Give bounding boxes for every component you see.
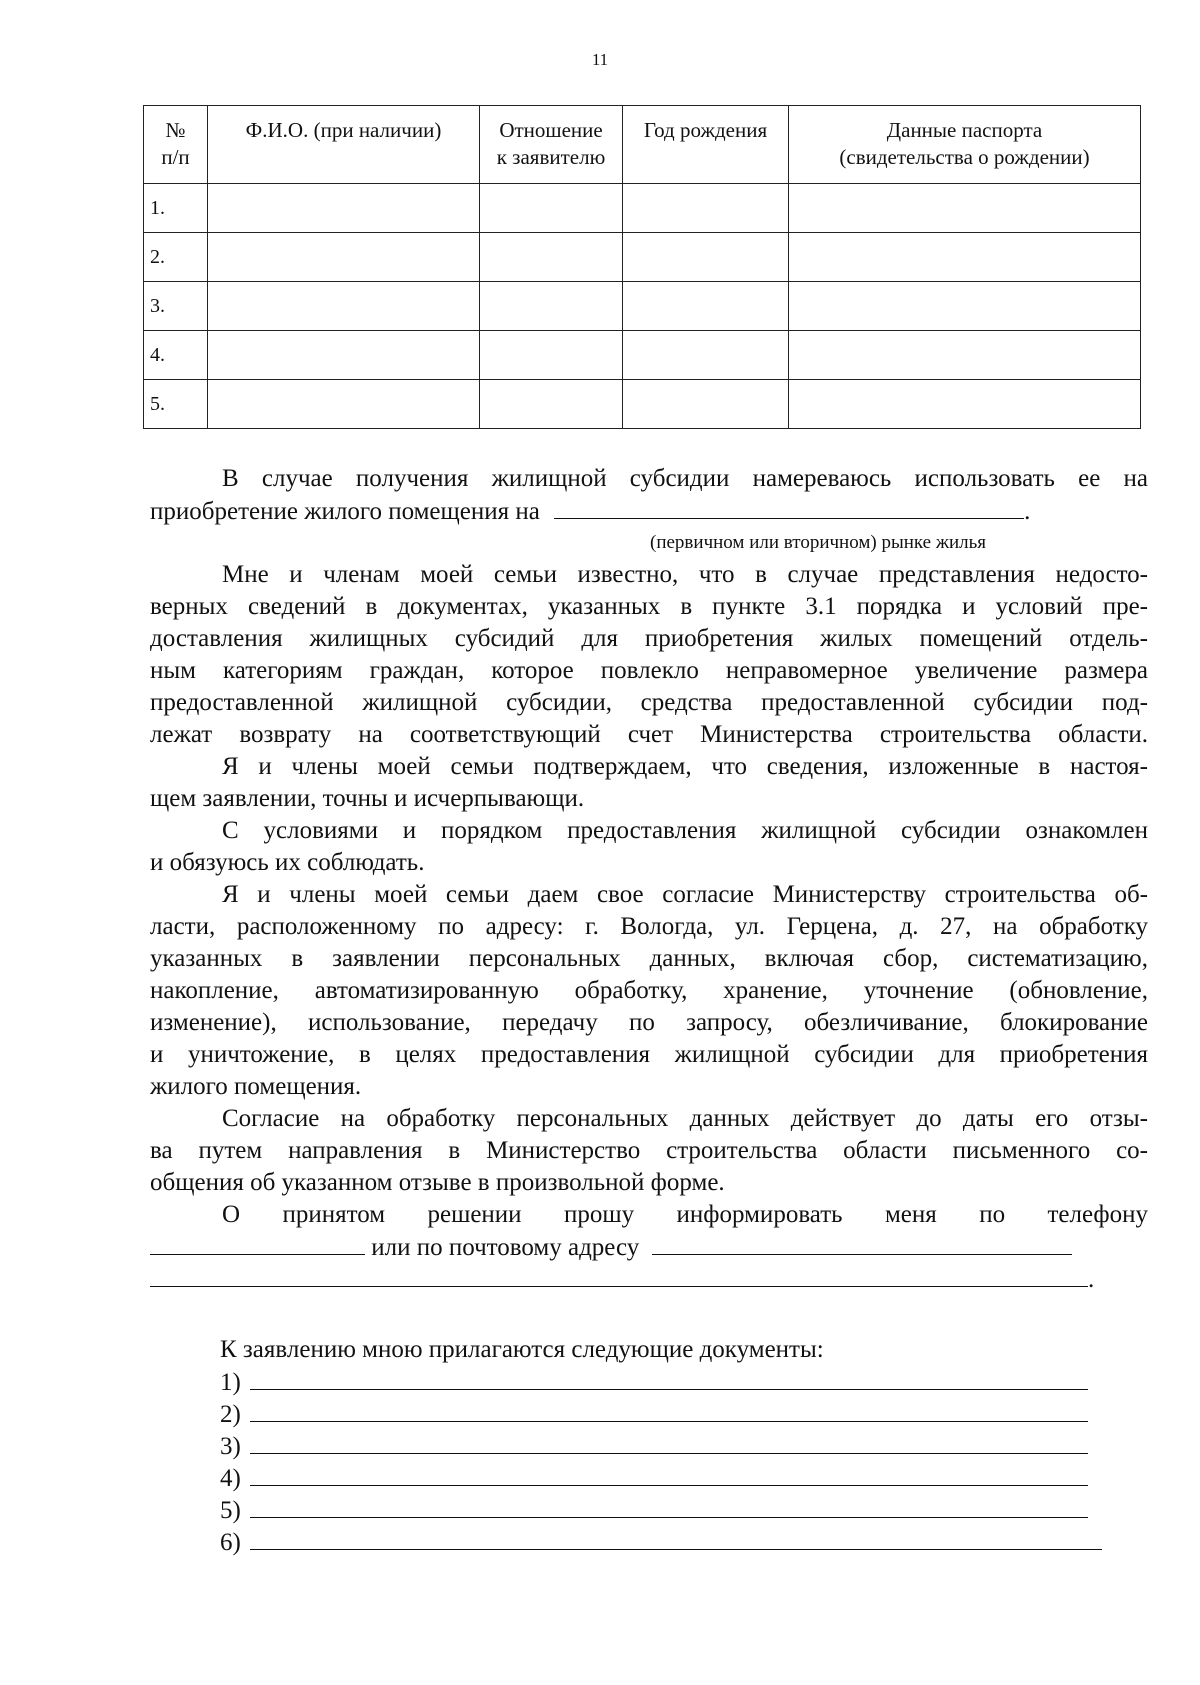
header-num: № п/п <box>144 106 208 184</box>
subsidy-use-line-2: приобретение жилого помещения на . <box>150 498 1031 525</box>
consent-line: ласти, расположенному по адресу: г. Вологда, ул. Герцена, д. 27, на обработку <box>150 913 1148 940</box>
attachment-item: 6) <box>220 1527 1102 1558</box>
liability-line: лежат возврату на соответствующий счет Министерства строительства области. <box>150 721 1148 748</box>
attachment-blank[interactable] <box>250 1431 1088 1454</box>
passport-cell[interactable] <box>789 331 1141 380</box>
relation-cell[interactable] <box>480 233 623 282</box>
consent-line: указанных в заявлении персональных данных, включая сбор, систематизацию, <box>150 945 1148 972</box>
table-header-row <box>144 106 1141 184</box>
relation-cell[interactable] <box>480 184 623 233</box>
table-row <box>144 380 1141 429</box>
attachment-blank[interactable] <box>250 1527 1102 1550</box>
fio-cell[interactable] <box>208 233 480 282</box>
postal-address-blank-continued[interactable] <box>150 1264 1088 1287</box>
fio-cell[interactable] <box>208 331 480 380</box>
liability-line: верных сведений в документах, указанных в пункте 3.1 порядка и условий пре- <box>150 593 1148 620</box>
phone-blank[interactable] <box>150 1232 365 1255</box>
table-row <box>144 233 1141 282</box>
postal-address-blank[interactable] <box>652 1232 1072 1255</box>
consent-line: накопление, автоматизированную обработку, хранение, уточнение (обновление, <box>150 977 1148 1004</box>
attachment-blank[interactable] <box>250 1495 1088 1518</box>
birth-year-cell[interactable] <box>623 331 789 380</box>
fio-cell[interactable] <box>208 184 480 233</box>
acknowledge-line: С условиями и порядком предоставления жилищной субсидии ознакомлен <box>222 817 1148 844</box>
consent-line: и уничтожение, в целях предоставления жилищной субсидии для приобретения <box>150 1041 1148 1068</box>
page-number: 11 <box>591 50 609 69</box>
attachment-blank[interactable] <box>250 1367 1088 1390</box>
liability-line: Мне и членам моей семьи известно, что в случае представления недосто- <box>222 561 1148 588</box>
market-type-blank[interactable] <box>554 496 1024 519</box>
consent-line: Я и члены моей семьи даем свое согласие Министерству строительства об- <box>222 881 1148 908</box>
liability-line: ным категориям граждан, которое повлекло неправомерное увеличение размера <box>150 657 1148 684</box>
attachment-blank[interactable] <box>250 1463 1088 1486</box>
acknowledge-line: и обязуюсь их соблюдать. <box>150 849 425 876</box>
header-relation: Отношение к заявителю <box>480 106 623 184</box>
header-fio: Ф.И.О. (при наличии) <box>208 106 480 184</box>
consent-line: жилого помещения. <box>150 1073 362 1100</box>
row-number: 5. <box>144 380 208 429</box>
table-row <box>144 282 1141 331</box>
birth-year-cell[interactable] <box>623 282 789 331</box>
row-number: 1. <box>144 184 208 233</box>
notify-line-2 <box>150 1232 1148 1263</box>
attachment-item: 2) <box>220 1399 1088 1430</box>
fio-cell[interactable] <box>208 282 480 331</box>
notify-line-3: . <box>150 1264 1148 1295</box>
table-row <box>144 331 1141 380</box>
attachment-item: 5) <box>220 1495 1088 1526</box>
notify-line-1: О принятом решении прошу информировать меня по телефону <box>222 1201 1148 1228</box>
table-row <box>144 184 1141 233</box>
consent-line: изменение), использование, передачу по запросу, обезличивание, блокирование <box>150 1009 1148 1036</box>
row-number: 4. <box>144 331 208 380</box>
fio-cell[interactable] <box>208 380 480 429</box>
birth-year-cell[interactable] <box>623 184 789 233</box>
consent-validity-line: общения об указанном отзыве в произвольной форме. <box>150 1169 725 1196</box>
attachment-item: 4) <box>220 1463 1088 1494</box>
attachment-item: 3) <box>220 1431 1088 1462</box>
relation-cell[interactable] <box>480 331 623 380</box>
relation-cell[interactable] <box>480 380 623 429</box>
family-members-table <box>143 105 1141 429</box>
row-number: 3. <box>144 282 208 331</box>
header-birth-year: Год рождения <box>623 106 789 184</box>
subsidy-use-text: приобретение жилого помещения на <box>150 498 540 525</box>
postal-address-label: или по почтовому адресу <box>371 1234 640 1261</box>
row-number: 2. <box>144 233 208 282</box>
consent-validity-line: Согласие на обработку персональных данных действует до даты его отзы- <box>222 1105 1148 1132</box>
passport-cell[interactable] <box>789 380 1141 429</box>
birth-year-cell[interactable] <box>623 233 789 282</box>
attachments-title: К заявлению мною прилагаются следующие документы: <box>220 1336 824 1363</box>
relation-cell[interactable] <box>480 282 623 331</box>
confirm-line: щем заявлении, точны и исчерпывающи. <box>150 785 585 812</box>
market-type-caption: (первичном или вторичном) рынке жилья <box>650 532 987 553</box>
subsidy-use-line-1: В случае получения жилищной субсидии намереваюсь использовать ее на <box>222 465 1148 492</box>
passport-cell[interactable] <box>789 282 1141 331</box>
confirm-line: Я и члены моей семьи подтверждаем, что сведения, изложенные в настоя- <box>222 753 1148 780</box>
passport-cell[interactable] <box>789 184 1141 233</box>
header-passport: Данные паспорта (свидетельства о рождении) <box>789 106 1141 184</box>
birth-year-cell[interactable] <box>623 380 789 429</box>
liability-line: предоставленной жилищной субсидии, средства предоставленной субсидии под- <box>150 689 1148 716</box>
attachment-item: 1) <box>220 1367 1088 1398</box>
consent-validity-line: ва путем направления в Министерство строительства области письменного со- <box>150 1137 1148 1164</box>
attachment-blank[interactable] <box>250 1399 1088 1422</box>
passport-cell[interactable] <box>789 233 1141 282</box>
liability-line: доставления жилищных субсидий для приобретения жилых помещений отдель- <box>150 625 1148 652</box>
